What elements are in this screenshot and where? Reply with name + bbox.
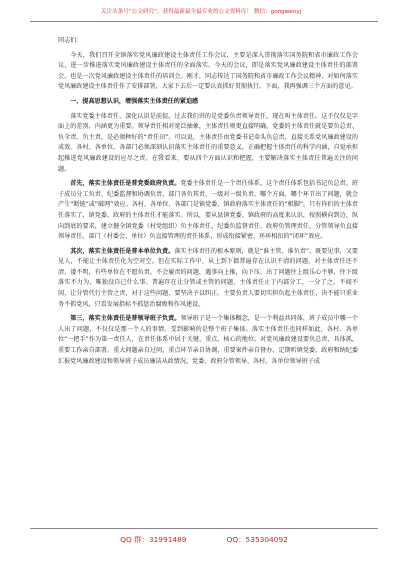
third-point-lead: 第三，落实主体责任是普领导班子负责。 — [70, 315, 181, 323]
first-point-text: 党委主体责任是一个责任体系，这个责任体系包括书记负总责、班子成员分工负责、纪委监督和协调负责、部门各负其责、一级对一级负责、哪个方面、哪个环节出了问题，就会产生“断链”或“破网”效应。各村、各单位、各部门是镇党委、镇政府落实主体责任的“根脚”，只有你们的主体责任落实了，镇党委、政府的主体责任才能落实。所以，要从县镇党委、镇政府的高度来认识，按照横向到边、纵向到底的要求，建立健全镇党委（村党组织）负主体责任、纪委负监督责任、政府负管理责任、分管领导负直接领导责任、部门（村委会、单位）负直接管理的责任体系，形成衔接紧密、环环相扣的“闭环”效应。 — [58, 180, 359, 241]
promo-header: 关注头条号“公文研究”，获得最新最全最专业的公文资料库！ 微信：gongwenyj — [100, 9, 302, 15]
paragraph-intro: 今天，我们召开全镇落实党风廉政建设主体责任工作会议，主要是深入贯彻落实国务院和省市廉政工作会议，进一步推进落实党风廉政建设主体责任的全面落实。今天的会议，即是落实党风廉政建设主体责任的部署会，也是一次党风廉政建设主体责任的培训会。刚才，同志传达了国务院和省市廉政工作会议精神，对如何落实党风廉政建设主体责任作了安排部署，大家下去后一定要认真抓好贯彻执行。下面，我再强调三个方面的意见。 — [58, 51, 358, 91]
second-point-text: 落实主体责任的根本原则，就是“谁主管、谁负责”，既要见事，又要见人，不能让主体责任化为空对空。但在实际工作中，从上到下都普遍存在认识不清的问题。对主体责任还不清、诿不明，有些单位在不愿负责，不会履责的问题，遇事向上推，向下压，出了问题往上级乐心不够，往下级落实不力为，唯独没自己什么事。普遍存在让分管或主管的问题，主体责任止于内部分工，一分了之，不闻不问，让分管代行主管之责，对于这些问题，要坚决予以纠正。主要负责人要切实担负起主体责任，决不能只重业务不抓党风，只看发展指标不抓惩治腐败和作风建设。 — [58, 247, 358, 308]
document-body — [58, 36, 358, 367]
paragraph-second-point — [58, 247, 358, 311]
footer-divider — [30, 528, 378, 529]
qq-contact: QQ：535304092 — [226, 535, 288, 544]
header-divider — [30, 21, 378, 22]
first-point-lead: 首先，落实主体责任是普党委政府负责。 — [70, 180, 181, 188]
paragraph-first-point — [58, 179, 358, 243]
section-heading-1: 一、提高思想认识，增强落实主体责任的紧迫感 — [70, 97, 199, 105]
qq-group: QQ 群：31991489 — [120, 535, 187, 544]
contact-footer — [0, 534, 408, 545]
second-point-lead: 其次，落实主体责任是普本单位负责。 — [70, 247, 175, 255]
greeting: 同志们： — [58, 37, 83, 44]
third-point-text: 领导班子是一个集体概念，是一个利益共同体，班子成员中哪一个人出了问题，不仅仅是那一个人的事情，受到影响的是整个班子集体。落实主体责任也同样如此。各村、各单位“一把手”作为第一责任人，在责任体系中居于关键、重点、核心的地位，对党风廉政建设要负总责、具体抓，重要工作亲自部署，重大问题亲自过问，重点环节亲自协调，重要案件亲自督办，定期听镇党委、政府和纳纪委汇报党风廉政建设和领导班子成员廉洁从政情况。党委、政府分管领导、各村、各单位领导班子成 — [58, 315, 359, 365]
paragraph-third-point — [58, 314, 358, 367]
paragraph-understanding: 落实党委主体责任，深化认识是前提。过去我们讲的是党委负责领导责任，现在叫主体责任。这不仅仅是字面上的差别，内涵更为重要。领导责任相对宽泛抽象，主体责任则更直接明确。党委的主体责任就是要负总责、负全责、负主责，是必须种好的“责任田”。可以说，主体责任由党委书记牵头负总责，直接关系党风廉政建设的成效。各村、各单位、各部门必须深刻认识落实主体责任的重要意义，正确把握主体责任的科学内涵，自觉承担起推进党风廉政建设的应尽之责。在我看来，要从四个方面认识和把握，主要解决落实主体责任普遍关注的问题。 — [58, 112, 358, 173]
